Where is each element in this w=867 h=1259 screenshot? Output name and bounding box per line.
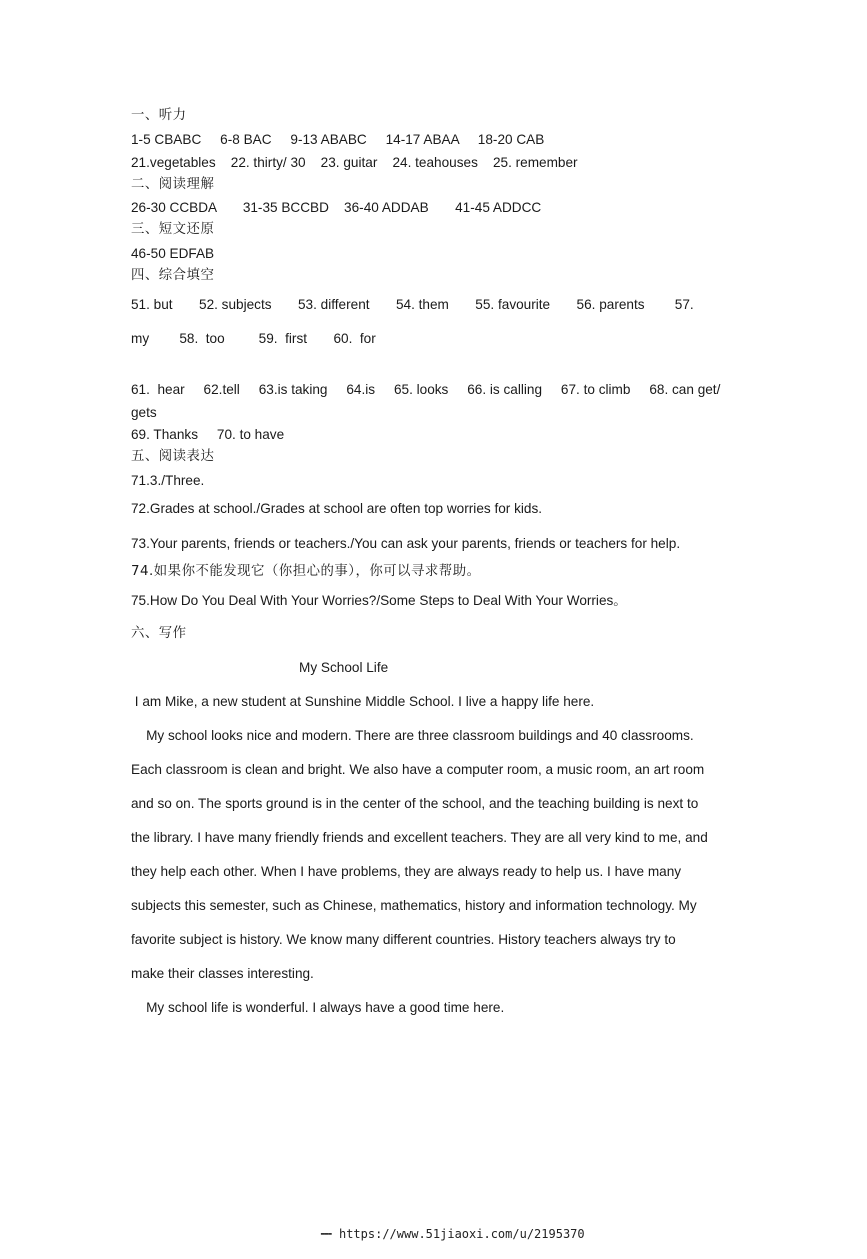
essay-line: and so on. The sports ground is in the center of the school, and the teaching building is next to (131, 796, 699, 811)
answer-72: 72.Grades at school./Grades at school are often top worries for kids. (131, 501, 543, 516)
essay-line: the library. I have many friendly friends and excellent teachers. They are all very kind to me, and (131, 830, 708, 845)
cloze-answers-2: my 58. too 59. first 60. for (131, 331, 376, 346)
listening-answers-1: 1-5 CBABC 6-8 BAC 9-13 ABABC 14-17 ABAA 18-20 CAB (131, 132, 545, 147)
reading-answers: 26-30 CCBDA 31-35 BCCBD 36-40 ADDAB 41-45 ADDCC (131, 200, 542, 215)
section-heading-reading-expression: 五、阅读表达 (131, 449, 215, 464)
essay-line: subjects this semester, such as Chinese, mathematics, history and information technology. My (131, 898, 697, 913)
answer-74: 74.如果你不能发现它（你担心的事），你可以寻求帮助。 (131, 564, 481, 579)
essay-title: My School Life (299, 660, 389, 675)
cloze-answers-4: gets (131, 405, 157, 420)
footer-url-link[interactable]: https://www.51jiaoxi.com/u/2195370 (331, 1227, 585, 1241)
essay-line: My school looks nice and modern. There are three classroom buildings and 40 classrooms. (131, 728, 694, 743)
essay-line: I am Mike, a new student at Sunshine Middle School. I live a happy life here. (131, 694, 595, 709)
essay-line: make their classes interesting. (131, 966, 314, 981)
essay-line: they help each other. When I have problems, they are always ready to help us. I have many (131, 864, 682, 879)
cloze-answers-1: 51. but 52. subjects 53. different 54. them 55. favourite 56. parents 57. (131, 297, 694, 312)
passage-restore-answers: 46-50 EDFAB (131, 246, 215, 261)
answer-75: 75.How Do You Deal With Your Worries?/Some Steps to Deal With Your Worries。 (131, 593, 627, 608)
section-heading-passage-restore: 三、短文还原 (131, 222, 215, 237)
cloze-answers-3: 61. hear 62.tell 63.is taking 64.is 65. looks 66. is calling 67. to climb 68. can get/ (131, 382, 721, 397)
answer-71: 71.3./Three. (131, 473, 205, 488)
listening-answers-2: 21.vegetables 22. thirty/ 30 23. guitar 24. teahouses 25. remember (131, 155, 578, 170)
essay-line: Each classroom is clean and bright. We also have a computer room, a music room, an art room (131, 762, 705, 777)
cloze-answers-5: 69. Thanks 70. to have (131, 427, 285, 442)
essay-line: favorite subject is history. We know many different countries. History teachers always try to (131, 932, 676, 947)
footer-watermark-url (292, 1210, 585, 1259)
section-heading-writing: 六、写作 (131, 626, 187, 641)
section-heading-cloze: 四、综合填空 (131, 268, 215, 283)
footer-lead-mark: ▬▬▬ (320, 1230, 332, 1238)
answer-73: 73.Your parents, friends or teachers./You can ask your parents, friends or teachers for help. (131, 536, 681, 551)
section-heading-listening: 一、听力 (131, 108, 187, 123)
section-heading-reading: 二、阅读理解 (131, 177, 215, 192)
essay-line: My school life is wonderful. I always have a good time here. (131, 1000, 505, 1015)
